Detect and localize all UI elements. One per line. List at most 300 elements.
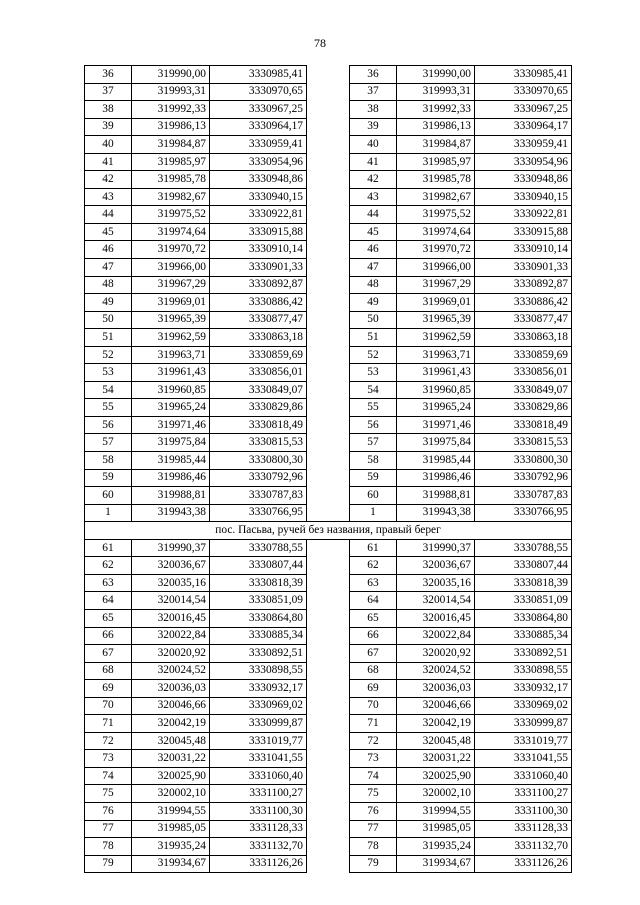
right-x-coordinate-cell: 319984,87 [397,136,475,154]
column-gap [307,627,350,645]
right-x-coordinate-cell: 320024,52 [397,662,475,680]
right-point-number-cell: 55 [350,399,397,417]
right-y-coordinate-cell: 3330892,51 [475,645,572,663]
page-number: 78 [314,36,326,50]
column-gap [307,574,350,592]
right-point-number-cell: 1 [350,504,397,522]
left-x-coordinate-cell: 320036,67 [132,557,210,575]
left-point-number-cell: 63 [85,574,132,592]
right-y-coordinate-cell: 3331019,77 [475,732,572,750]
table-row [85,311,572,329]
table-row [85,153,572,171]
left-point-number-cell: 52 [85,346,132,364]
right-y-coordinate-cell: 3331100,27 [475,785,572,803]
left-y-coordinate-cell: 3331132,70 [210,838,307,856]
column-gap [307,487,350,505]
right-x-coordinate-cell: 320046,66 [397,697,475,715]
right-point-number-cell: 42 [350,171,397,189]
right-x-coordinate-cell: 319985,97 [397,153,475,171]
left-x-coordinate-cell: 320024,52 [132,662,210,680]
right-point-number-cell: 38 [350,101,397,119]
left-x-coordinate-cell: 320031,22 [132,750,210,768]
right-x-coordinate-cell: 319992,33 [397,101,475,119]
left-x-coordinate-cell: 319985,44 [132,452,210,470]
left-x-coordinate-cell: 319975,52 [132,206,210,224]
left-x-coordinate-cell: 319961,43 [132,364,210,382]
table-row [85,802,572,820]
left-x-coordinate-cell: 319985,78 [132,171,210,189]
right-y-coordinate-cell: 3331060,40 [475,767,572,785]
left-point-number-cell: 45 [85,223,132,241]
left-x-coordinate-cell: 319992,33 [132,101,210,119]
left-y-coordinate-cell: 3330967,25 [210,101,307,119]
right-y-coordinate-cell: 3330863,18 [475,329,572,347]
column-gap [307,504,350,522]
right-x-coordinate-cell: 320045,48 [397,732,475,750]
right-y-coordinate-cell: 3330792,96 [475,469,572,487]
right-y-coordinate-cell: 3330829,86 [475,399,572,417]
left-y-coordinate-cell: 3330892,87 [210,276,307,294]
coordinates-table-body [85,66,572,873]
right-x-coordinate-cell: 320022,84 [397,627,475,645]
right-point-number-cell: 71 [350,715,397,733]
column-gap [307,399,350,417]
left-x-coordinate-cell: 319966,00 [132,259,210,277]
column-gap [307,452,350,470]
right-y-coordinate-cell: 3331132,70 [475,838,572,856]
right-x-coordinate-cell: 319965,39 [397,311,475,329]
table-row [85,645,572,663]
right-point-number-cell: 72 [350,732,397,750]
right-point-number-cell: 75 [350,785,397,803]
left-point-number-cell: 46 [85,241,132,259]
right-y-coordinate-cell: 3330766,95 [475,504,572,522]
left-point-number-cell: 73 [85,750,132,768]
left-point-number-cell: 76 [85,802,132,820]
right-x-coordinate-cell: 319965,24 [397,399,475,417]
right-y-coordinate-cell: 3330969,02 [475,697,572,715]
right-y-coordinate-cell: 3330967,25 [475,101,572,119]
table-row [85,469,572,487]
left-y-coordinate-cell: 3330885,34 [210,627,307,645]
right-x-coordinate-cell: 319967,29 [397,276,475,294]
right-y-coordinate-cell: 3330985,41 [475,66,572,84]
right-y-coordinate-cell: 3330940,15 [475,188,572,206]
right-x-coordinate-cell: 319963,71 [397,346,475,364]
right-x-coordinate-cell: 320014,54 [397,592,475,610]
left-y-coordinate-cell: 3330851,09 [210,592,307,610]
left-point-number-cell: 43 [85,188,132,206]
left-point-number-cell: 40 [85,136,132,154]
left-y-coordinate-cell: 3331019,77 [210,732,307,750]
left-x-coordinate-cell: 319990,37 [132,539,210,557]
left-point-number-cell: 39 [85,118,132,136]
left-x-coordinate-cell: 319986,46 [132,469,210,487]
right-point-number-cell: 40 [350,136,397,154]
left-point-number-cell: 60 [85,487,132,505]
right-y-coordinate-cell: 3330856,01 [475,364,572,382]
right-x-coordinate-cell: 319993,31 [397,83,475,101]
table-row [85,101,572,119]
right-x-coordinate-cell: 319990,00 [397,66,475,84]
left-y-coordinate-cell: 3330818,39 [210,574,307,592]
right-x-coordinate-cell: 320016,45 [397,609,475,627]
right-y-coordinate-cell: 3330849,07 [475,381,572,399]
right-y-coordinate-cell: 3330948,86 [475,171,572,189]
table-row [85,136,572,154]
right-point-number-cell: 69 [350,680,397,698]
section-header: пос. Пасьва, ручей без названия, правый берег [85,522,572,540]
left-x-coordinate-cell: 319935,24 [132,838,210,856]
left-x-coordinate-cell: 320035,16 [132,574,210,592]
table-row [85,434,572,452]
right-point-number-cell: 46 [350,241,397,259]
column-gap [307,136,350,154]
right-y-coordinate-cell: 3330932,17 [475,680,572,698]
left-y-coordinate-cell: 3330915,88 [210,223,307,241]
right-y-coordinate-cell: 3331041,55 [475,750,572,768]
left-x-coordinate-cell: 319990,00 [132,66,210,84]
table-row [85,574,572,592]
table-row [85,785,572,803]
left-point-number-cell: 70 [85,697,132,715]
left-x-coordinate-cell: 319943,38 [132,504,210,522]
left-point-number-cell: 57 [85,434,132,452]
column-gap [307,469,350,487]
left-y-coordinate-cell: 3331041,55 [210,750,307,768]
left-point-number-cell: 36 [85,66,132,84]
right-x-coordinate-cell: 320020,92 [397,645,475,663]
table-row [85,855,572,873]
right-point-number-cell: 47 [350,259,397,277]
right-y-coordinate-cell: 3330915,88 [475,223,572,241]
right-point-number-cell: 68 [350,662,397,680]
left-point-number-cell: 75 [85,785,132,803]
right-y-coordinate-cell: 3330815,53 [475,434,572,452]
right-y-coordinate-cell: 3330818,49 [475,416,572,434]
table-row [85,118,572,136]
right-y-coordinate-cell: 3330800,30 [475,452,572,470]
right-point-number-cell: 37 [350,83,397,101]
left-point-number-cell: 1 [85,504,132,522]
right-x-coordinate-cell: 319934,67 [397,855,475,873]
table-row [85,680,572,698]
left-y-coordinate-cell: 3330787,83 [210,487,307,505]
left-point-number-cell: 56 [85,416,132,434]
left-point-number-cell: 58 [85,452,132,470]
right-x-coordinate-cell: 319962,59 [397,329,475,347]
right-point-number-cell: 73 [350,750,397,768]
left-y-coordinate-cell: 3330856,01 [210,364,307,382]
left-x-coordinate-cell: 319969,01 [132,294,210,312]
table-row [85,750,572,768]
column-gap [307,101,350,119]
right-y-coordinate-cell: 3330910,14 [475,241,572,259]
left-y-coordinate-cell: 3330999,87 [210,715,307,733]
table-row [85,820,572,838]
column-gap [307,767,350,785]
right-x-coordinate-cell: 319986,46 [397,469,475,487]
right-y-coordinate-cell: 3330901,33 [475,259,572,277]
right-point-number-cell: 39 [350,118,397,136]
column-gap [307,294,350,312]
right-point-number-cell: 77 [350,820,397,838]
left-y-coordinate-cell: 3330818,49 [210,416,307,434]
right-x-coordinate-cell: 319971,46 [397,416,475,434]
left-x-coordinate-cell: 319970,72 [132,241,210,259]
column-gap [307,259,350,277]
left-point-number-cell: 78 [85,838,132,856]
right-x-coordinate-cell: 319982,67 [397,188,475,206]
column-gap [307,311,350,329]
left-x-coordinate-cell: 320042,19 [132,715,210,733]
table-row [85,241,572,259]
right-x-coordinate-cell: 320002,10 [397,785,475,803]
left-x-coordinate-cell: 319986,13 [132,118,210,136]
left-x-coordinate-cell: 320036,03 [132,680,210,698]
left-y-coordinate-cell: 3330815,53 [210,434,307,452]
left-point-number-cell: 49 [85,294,132,312]
right-point-number-cell: 43 [350,188,397,206]
left-y-coordinate-cell: 3330766,95 [210,504,307,522]
column-gap [307,838,350,856]
column-gap [307,346,350,364]
right-x-coordinate-cell: 319935,24 [397,838,475,856]
left-x-coordinate-cell: 319974,64 [132,223,210,241]
left-y-coordinate-cell: 3330985,41 [210,66,307,84]
left-y-coordinate-cell: 3330859,69 [210,346,307,364]
left-x-coordinate-cell: 319975,84 [132,434,210,452]
left-y-coordinate-cell: 3331100,30 [210,802,307,820]
table-row [85,416,572,434]
table-row [85,223,572,241]
right-point-number-cell: 67 [350,645,397,663]
left-point-number-cell: 51 [85,329,132,347]
left-x-coordinate-cell: 320014,54 [132,592,210,610]
table-row [85,276,572,294]
left-y-coordinate-cell: 3330864,80 [210,609,307,627]
column-gap [307,785,350,803]
left-point-number-cell: 69 [85,680,132,698]
left-y-coordinate-cell: 3330910,14 [210,241,307,259]
right-point-number-cell: 44 [350,206,397,224]
right-point-number-cell: 66 [350,627,397,645]
table-row [85,364,572,382]
right-point-number-cell: 59 [350,469,397,487]
left-x-coordinate-cell: 319965,24 [132,399,210,417]
left-x-coordinate-cell: 319993,31 [132,83,210,101]
right-x-coordinate-cell: 319970,72 [397,241,475,259]
right-y-coordinate-cell: 3330954,96 [475,153,572,171]
right-point-number-cell: 62 [350,557,397,575]
left-point-number-cell: 50 [85,311,132,329]
right-point-number-cell: 74 [350,767,397,785]
left-y-coordinate-cell: 3331128,33 [210,820,307,838]
table-row [85,329,572,347]
column-gap [307,241,350,259]
column-gap [307,276,350,294]
table-row [85,346,572,364]
coordinates-table [84,65,572,873]
right-x-coordinate-cell: 319975,84 [397,434,475,452]
column-gap [307,715,350,733]
table-row [85,206,572,224]
left-x-coordinate-cell: 319960,85 [132,381,210,399]
table-row [85,838,572,856]
right-x-coordinate-cell: 319969,01 [397,294,475,312]
left-y-coordinate-cell: 3330788,55 [210,539,307,557]
right-x-coordinate-cell: 319966,00 [397,259,475,277]
left-y-coordinate-cell: 3330940,15 [210,188,307,206]
table-row [85,294,572,312]
column-gap [307,83,350,101]
left-point-number-cell: 59 [85,469,132,487]
right-point-number-cell: 50 [350,311,397,329]
table-row [85,715,572,733]
right-point-number-cell: 70 [350,697,397,715]
right-x-coordinate-cell: 319943,38 [397,504,475,522]
left-x-coordinate-cell: 319985,97 [132,153,210,171]
left-y-coordinate-cell: 3330954,96 [210,153,307,171]
table-row [85,381,572,399]
column-gap [307,855,350,873]
left-y-coordinate-cell: 3330877,47 [210,311,307,329]
column-gap [307,223,350,241]
right-x-coordinate-cell: 319988,81 [397,487,475,505]
column-gap [307,802,350,820]
right-y-coordinate-cell: 3330999,87 [475,715,572,733]
section-header-row [85,522,572,540]
left-point-number-cell: 61 [85,539,132,557]
right-point-number-cell: 36 [350,66,397,84]
right-point-number-cell: 65 [350,609,397,627]
right-y-coordinate-cell: 3331126,26 [475,855,572,873]
left-y-coordinate-cell: 3330892,51 [210,645,307,663]
left-y-coordinate-cell: 3330863,18 [210,329,307,347]
left-point-number-cell: 65 [85,609,132,627]
column-gap [307,66,350,84]
right-y-coordinate-cell: 3330964,17 [475,118,572,136]
left-x-coordinate-cell: 319967,29 [132,276,210,294]
table-row [85,697,572,715]
column-gap [307,206,350,224]
column-gap [307,539,350,557]
table-row [85,627,572,645]
right-point-number-cell: 76 [350,802,397,820]
left-point-number-cell: 64 [85,592,132,610]
column-gap [307,118,350,136]
column-gap [307,188,350,206]
left-point-number-cell: 47 [85,259,132,277]
column-gap [307,820,350,838]
left-y-coordinate-cell: 3330901,33 [210,259,307,277]
left-point-number-cell: 44 [85,206,132,224]
table-row [85,399,572,417]
column-gap [307,645,350,663]
left-point-number-cell: 55 [85,399,132,417]
right-x-coordinate-cell: 319961,43 [397,364,475,382]
left-x-coordinate-cell: 319985,05 [132,820,210,838]
left-point-number-cell: 67 [85,645,132,663]
right-x-coordinate-cell: 320025,90 [397,767,475,785]
right-y-coordinate-cell: 3330788,55 [475,539,572,557]
right-y-coordinate-cell: 3330851,09 [475,592,572,610]
table-row [85,66,572,84]
right-x-coordinate-cell: 320036,03 [397,680,475,698]
column-gap [307,697,350,715]
left-x-coordinate-cell: 319988,81 [132,487,210,505]
right-y-coordinate-cell: 3330864,80 [475,609,572,627]
left-point-number-cell: 41 [85,153,132,171]
left-x-coordinate-cell: 319982,67 [132,188,210,206]
column-gap [307,750,350,768]
column-gap [307,662,350,680]
table-row [85,487,572,505]
left-y-coordinate-cell: 3331060,40 [210,767,307,785]
right-x-coordinate-cell: 319960,85 [397,381,475,399]
left-y-coordinate-cell: 3330849,07 [210,381,307,399]
column-gap [307,171,350,189]
column-gap [307,381,350,399]
left-y-coordinate-cell: 3330969,02 [210,697,307,715]
left-x-coordinate-cell: 320002,10 [132,785,210,803]
column-gap [307,329,350,347]
right-y-coordinate-cell: 3330787,83 [475,487,572,505]
table-row [85,767,572,785]
right-point-number-cell: 48 [350,276,397,294]
left-y-coordinate-cell: 3331126,26 [210,855,307,873]
left-y-coordinate-cell: 3330792,96 [210,469,307,487]
right-point-number-cell: 51 [350,329,397,347]
left-point-number-cell: 68 [85,662,132,680]
column-gap [307,680,350,698]
left-x-coordinate-cell: 320022,84 [132,627,210,645]
right-point-number-cell: 63 [350,574,397,592]
right-x-coordinate-cell: 319994,55 [397,802,475,820]
right-y-coordinate-cell: 3330970,65 [475,83,572,101]
right-y-coordinate-cell: 3330898,55 [475,662,572,680]
left-point-number-cell: 37 [85,83,132,101]
table-row [85,171,572,189]
right-y-coordinate-cell: 3330877,47 [475,311,572,329]
left-y-coordinate-cell: 3330970,65 [210,83,307,101]
right-point-number-cell: 52 [350,346,397,364]
table-row [85,452,572,470]
right-point-number-cell: 60 [350,487,397,505]
left-y-coordinate-cell: 3330886,42 [210,294,307,312]
left-point-number-cell: 48 [85,276,132,294]
column-gap [307,364,350,382]
right-point-number-cell: 61 [350,539,397,557]
right-x-coordinate-cell: 320031,22 [397,750,475,768]
right-x-coordinate-cell: 319986,13 [397,118,475,136]
right-point-number-cell: 49 [350,294,397,312]
left-y-coordinate-cell: 3330800,30 [210,452,307,470]
column-gap [307,416,350,434]
right-x-coordinate-cell: 319974,64 [397,223,475,241]
left-x-coordinate-cell: 320016,45 [132,609,210,627]
left-point-number-cell: 77 [85,820,132,838]
right-x-coordinate-cell: 319975,52 [397,206,475,224]
right-x-coordinate-cell: 319985,78 [397,171,475,189]
right-y-coordinate-cell: 3330807,44 [475,557,572,575]
left-point-number-cell: 71 [85,715,132,733]
right-x-coordinate-cell: 319985,05 [397,820,475,838]
right-point-number-cell: 78 [350,838,397,856]
table-row [85,188,572,206]
right-point-number-cell: 58 [350,452,397,470]
right-y-coordinate-cell: 3331128,33 [475,820,572,838]
